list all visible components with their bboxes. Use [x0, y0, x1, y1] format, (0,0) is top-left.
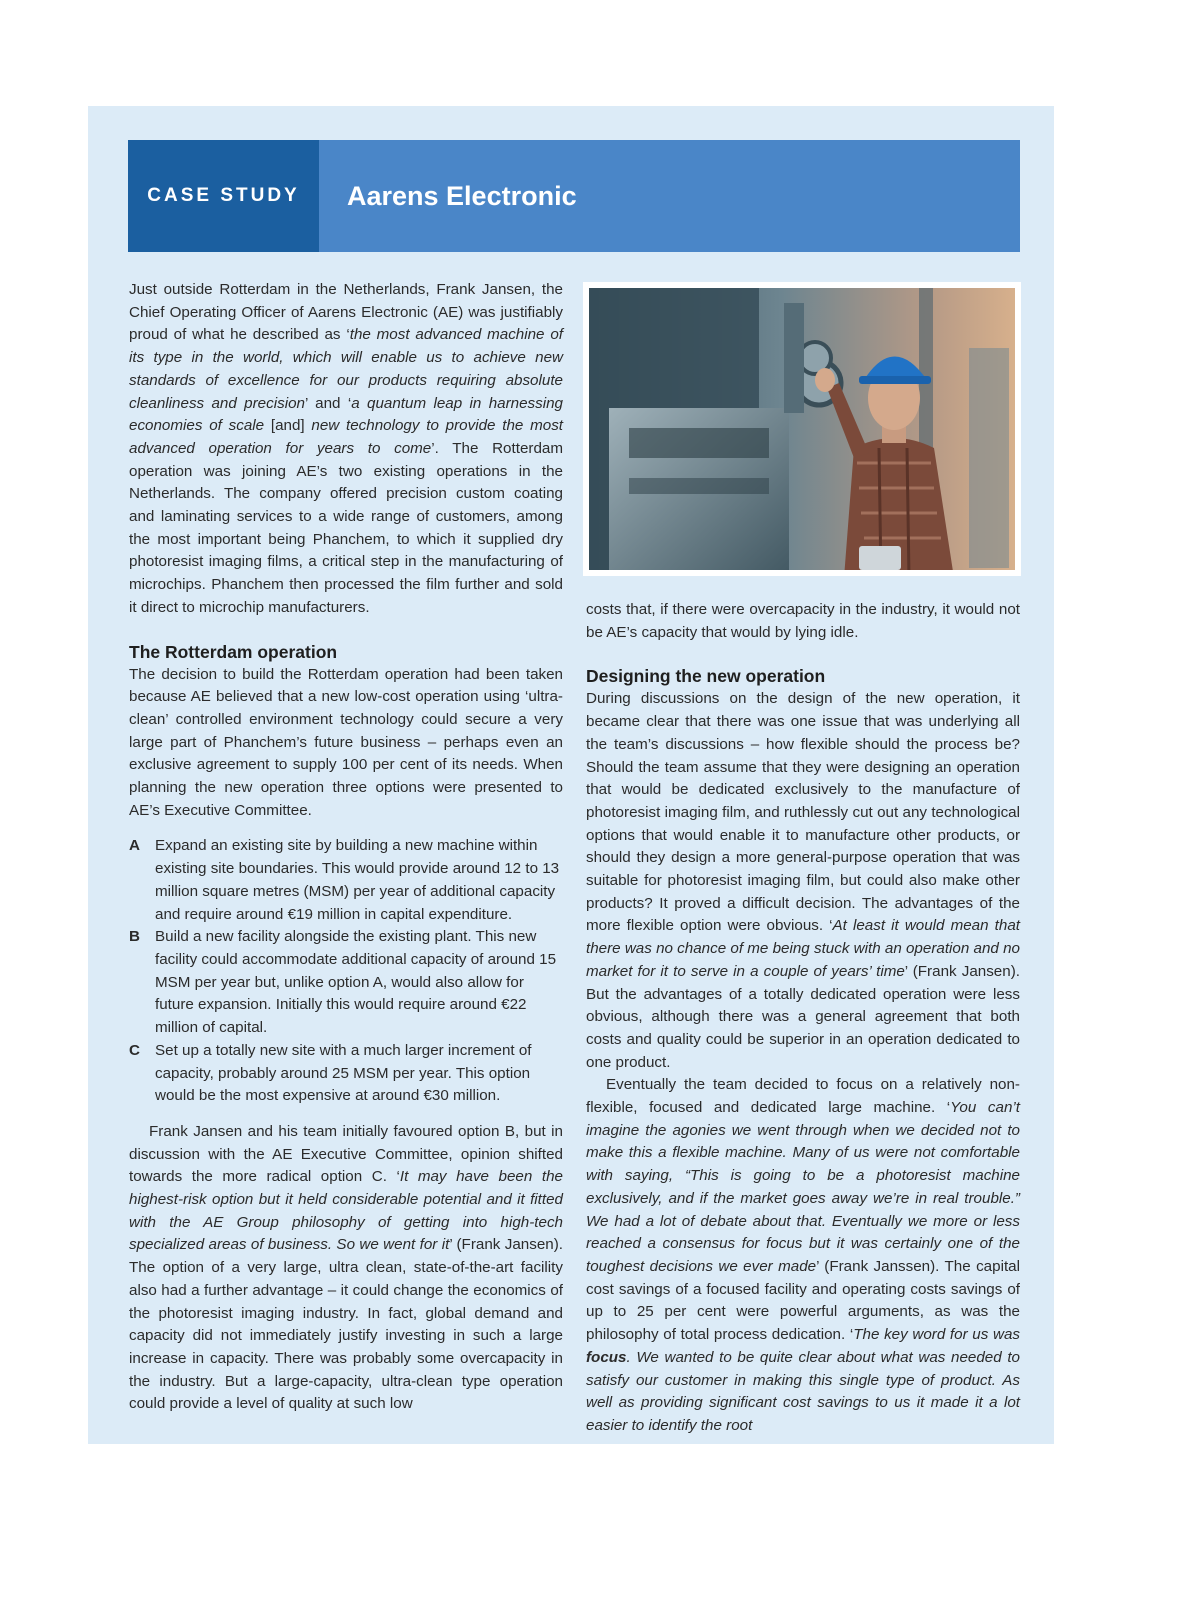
intro-quote-2: a quantum leap in harnessing economies of scale	[129, 394, 563, 435]
design-paragraph-2	[586, 1074, 1020, 1437]
option-letter: B	[129, 928, 140, 946]
section-heading-design: Designing the new operation	[586, 666, 826, 687]
factory-worker-image	[589, 288, 1015, 570]
design-p2-text-b: ’ (Frank Janssen). The capital cost savings of a focused facility and operating costs savings of up to 25 per cent were powerful arguments, as was the philosophy of total process dedication. ‘	[586, 1257, 1020, 1344]
p2-quote: It may have been the highest-risk option but it held considerable potential and it fitted with the AE Group philosophy of getting into high-tech specialized areas of business. So we went for it	[129, 1168, 563, 1254]
option-letter: C	[129, 1041, 140, 1059]
intro-text-3: [and]	[264, 417, 312, 435]
design-p2-text-a: Eventually the team decided to focus on a relatively non-flexible, focused and dedicated large machine. ‘	[586, 1076, 1020, 1117]
rotterdam-paragraph-2-continued: costs that, if there were overcapacity in the industry, it would not be AE’s capacity that would by lying idle.	[586, 601, 1020, 641]
left-column	[129, 279, 563, 1416]
rotterdam-paragraph-2	[129, 1121, 563, 1416]
design-paragraph-1	[586, 688, 1020, 1074]
option-text: Expand an existing site by building a new machine within existing site boundaries. This would provide around 12 to 13 million square metres (MSM) per year of additional capacity and require around €19 million in capital expenditure.	[155, 837, 560, 923]
rotterdam-paragraph-1: The decision to build the Rotterdam operation had been taken because AE believed that a new low-cost operation using ‘ultra-clean’ controlled environment technology could secure a very large part of Phanchem’s future business – perhaps even an exclusive agreement to supply 100 per cent of its needs. When planning the new operation three options were presented to AE’s Executive Committee.	[129, 665, 563, 819]
case-study-banner	[128, 140, 1020, 252]
option-letter: A	[129, 837, 140, 855]
intro-paragraph	[129, 279, 563, 620]
design-p1-text-b: ’ (Frank Jansen). But the advantages of a totally dedicated operation were less obvious, although there was a general agreement that both costs and quality could be superior in an operation dedicated to one product.	[586, 962, 1020, 1071]
design-p2-quote-2: The key word for us was	[853, 1326, 1020, 1344]
intro-text-4: ’. The Rotterdam operation was joining AE’s two existing operations in the Netherlands. The company offered precision custom coating and laminating services to a wide range of customers, among the most important being Phanchem, to which it supplied dry photoresist imaging films, a critical step in the manufacturing of microchips. Phanchem then processed the film further and sold it direct to microchip manufacturers.	[129, 439, 563, 616]
intro-quote-1: the most advanced machine of its type in the world, which will enable us to achieve new standards of excellence for our products requiring absolute cleanliness and precision	[129, 326, 563, 412]
intro-quote-3: new technology to provide the most advanced operation for years to come	[129, 417, 564, 457]
intro-text-1: Just outside Rotterdam in the Netherlands, Frank Jansen, the Chief Operating Officer of Aarens Electronic (AE) was justifiably proud of what he described as ‘	[129, 281, 563, 344]
option-item	[129, 835, 563, 926]
intro-text-2: ’ and ‘	[304, 394, 352, 412]
case-study-label: CASE STUDY	[128, 140, 319, 252]
case-study-title: Aarens Electronic	[319, 140, 1020, 252]
p2-text-b: ’ (Frank Jansen). The option of a very large, ultra clean, state-of-the-art facility also had a further advantage – it could change the economics of the photoresist imaging industry. In fact, global demand and capacity did not immediately justify investing in such a large increase in capacity. There was probably some overcapacity in the industry. But a large-capacity, ultra-clean type operation could provide a level of quality at such low	[129, 1236, 563, 1413]
design-p2-focus-word: focus	[586, 1348, 627, 1366]
option-item	[129, 926, 563, 1040]
option-text: Build a new facility alongside the existing plant. This new facility could accommodate additional capacity of around 15 MSM per year but, unlike option A, would also allow for future expansion. Initially this would require around €22 million of capital.	[155, 928, 557, 1037]
design-p1-text-a: During discussions on the design of the new operation, it became clear that there was one issue that was underlying all the team’s discussions – how flexible should the process be? Should the team assume that they were designing an operation that would be dedicated exclusively to the manufacture of photoresist imaging film, and ruthlessly cut out any technological options that would enable it to manufacture other products, or should they design a more general-purpose operation that was suitable for photoresist imaging film, but could also make other products? It proved a difficult decision. The advantages of the more flexible option were obvious. ‘	[586, 690, 1020, 935]
section-heading-rotterdam: The Rotterdam operation	[129, 641, 338, 662]
p2-text-a: Frank Jansen and his team initially favoured option B, but in discussion with the AE Executive Committee, opinion shifted towards the more radical option C. ‘	[129, 1122, 563, 1186]
design-p1-quote: At least it would mean that there was no chance of me being stuck with an operation and no market for it to serve in a couple of years’ time	[586, 917, 1020, 980]
right-column	[586, 599, 1020, 1438]
options-list	[129, 835, 563, 1107]
worker-photo	[583, 282, 1021, 576]
option-item	[129, 1040, 563, 1108]
design-p2-quote: You can’t imagine the agonies we went through when we decided not to make this a flexible machine. Many of us were not comfortable with saying, “This is going to be a photoresist machine exclusively, and if the market goes away we’re in real trouble.” We had a lot of debate about that. Eventually we more or less reached a consensus for focus but it was certainly one of the toughest decisions we ever made	[586, 1099, 1020, 1275]
design-p2-quote-3: . We wanted to be quite clear about what was needed to satisfy our customer in making this single type of product. As well as providing significant cost savings to us it made it a lot easier to identify the root	[586, 1348, 1020, 1434]
option-text: Set up a totally new site with a much larger increment of capacity, probably around 25 MSM per year. This option would be the most expensive at around €30 million.	[155, 1041, 532, 1105]
